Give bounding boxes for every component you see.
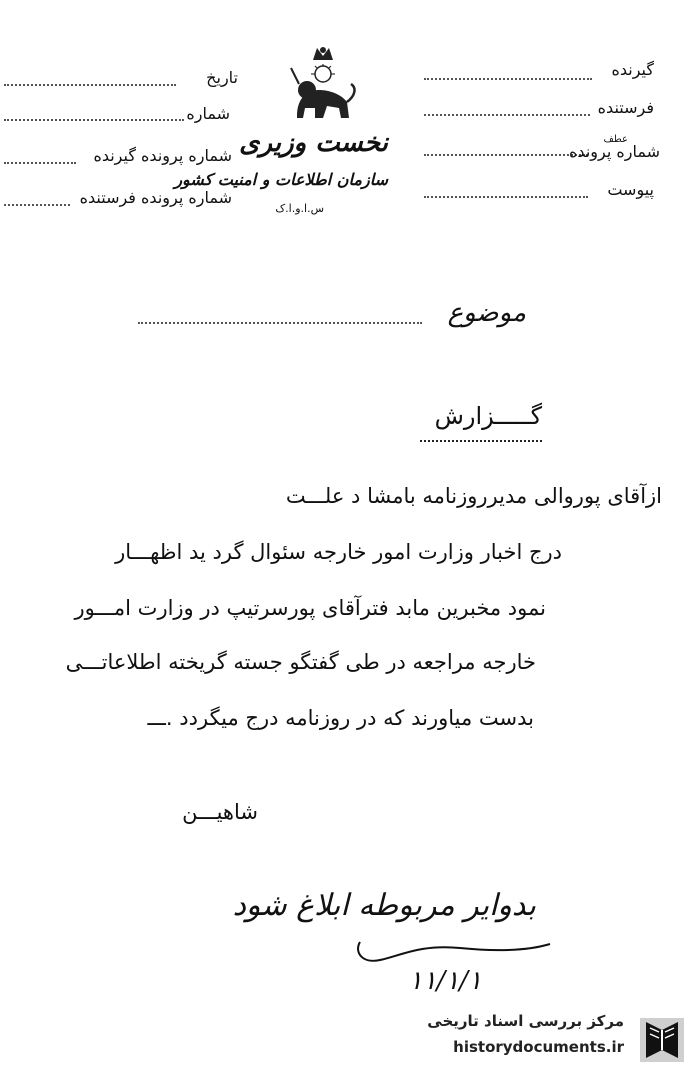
report-line: نمود مخبرین مابد فترآقای پورسرتیپ در وزارت امـــور — [74, 596, 546, 620]
emblem — [287, 44, 359, 128]
receiver-label: گیرنده — [611, 60, 654, 79]
sender-field-line — [424, 114, 590, 116]
file-number-field-line — [424, 154, 588, 156]
attachment-field-line — [424, 196, 588, 198]
org-line1: نخست وزیری — [239, 128, 388, 158]
receiver-file-number-label: شماره پرونده گیرنده — [93, 146, 232, 165]
watermark-line1: مرکز بررسی اسناد تاریخی — [427, 1012, 624, 1030]
date-label: تاریخ — [206, 68, 238, 87]
date-field-line — [4, 84, 176, 86]
handwritten-stroke — [340, 930, 560, 970]
book-logo-icon — [632, 1012, 692, 1068]
watermark — [420, 1010, 698, 1070]
report-title-underline — [420, 440, 542, 442]
sender-file-number-line — [4, 204, 70, 206]
lion-and-sun-emblem-icon — [287, 44, 359, 128]
attachment-label: پیوست — [607, 180, 654, 199]
report-line: بدست میاورند که در روزنامه درج میگردد .ـــ — [147, 706, 534, 730]
sender-file-number-label: شماره پرونده فرستنده — [79, 188, 232, 207]
file-number-label: شماره پرونده — [569, 142, 660, 161]
report-title: گـــــزارش — [434, 402, 542, 430]
margin-note: عطف — [603, 134, 628, 145]
watermark-line2: historydocuments.ir — [453, 1038, 624, 1056]
org-line2: سازمان اطلاعات و امنیت کشور — [174, 170, 388, 189]
pen-stroke-icon — [340, 930, 560, 970]
receiver-file-number-line — [4, 162, 76, 164]
org-code: س.ا.و.ا.ک — [275, 202, 324, 215]
number-field-line — [4, 119, 184, 121]
report-line: ازآقای پوروالی مدیرروزنامه بامشا د علـــت — [285, 484, 662, 508]
number-label: شماره — [186, 104, 230, 123]
report-line: درج اخبار وزارت امور خارجه سئوال گرد ید اظهـــار — [115, 540, 562, 564]
handwritten-note: بدوایر مربوطه ابلاغ شود — [232, 888, 536, 923]
sender-label: فرستنده — [597, 98, 654, 117]
report-signature: شاهیـــن — [182, 800, 258, 824]
report-line: خارجه مراجعه در طی گفتگو جسته گریخته اطلاعاتـــی — [65, 650, 536, 674]
handwritten-date: ۱۱/۱/۱ — [408, 966, 482, 996]
subject-label: موضوع — [447, 298, 526, 328]
receiver-field-line — [424, 78, 592, 80]
subject-field-line — [138, 322, 422, 324]
